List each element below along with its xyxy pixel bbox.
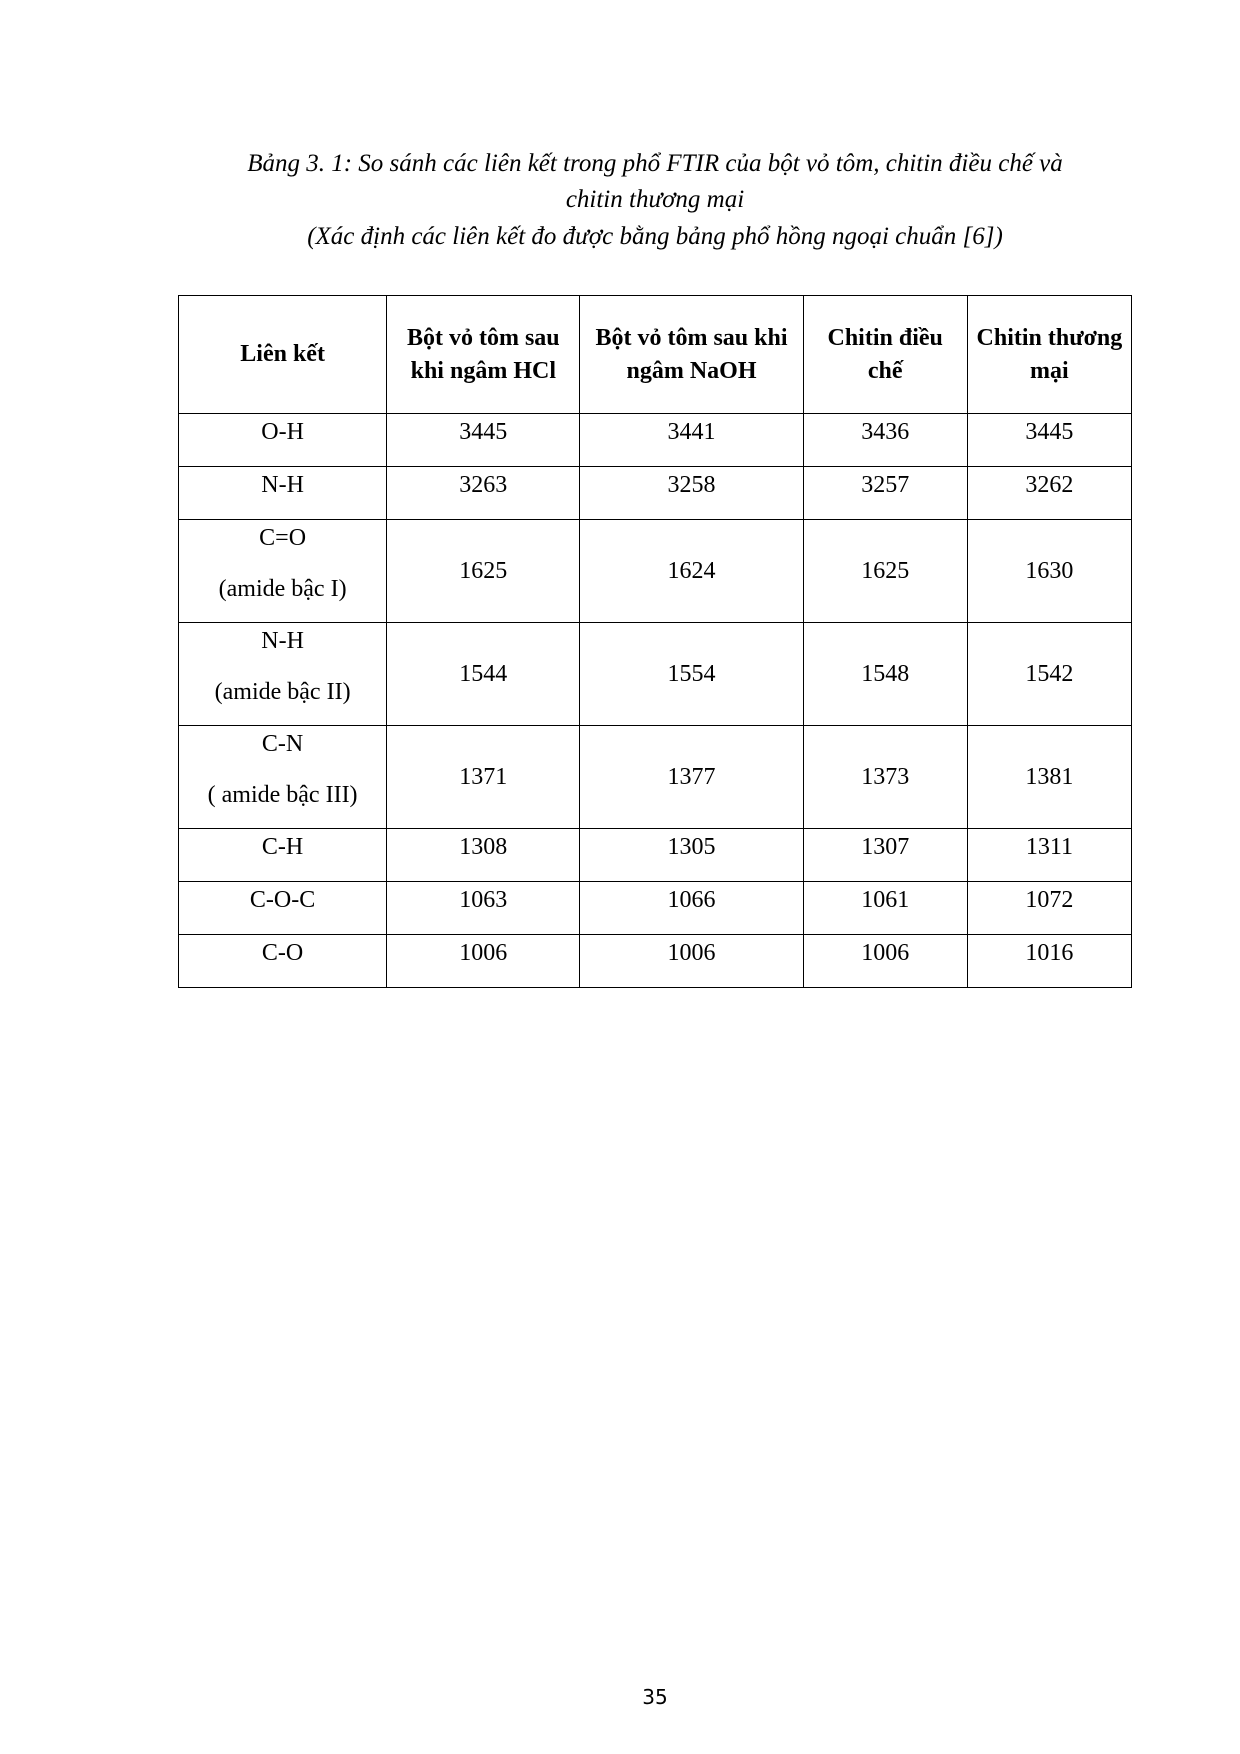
table-row — [179, 829, 1132, 882]
table-caption-line-1: Bảng 3. 1: So sánh các liên kết trong phổ FTIR của bột vỏ tôm, chitin điều chế và — [247, 150, 1063, 177]
value-cell: 3258 — [580, 467, 803, 520]
ftir-comparison-table — [178, 295, 1132, 988]
value-cell: 1381 — [967, 726, 1131, 829]
table-header-row — [179, 296, 1132, 414]
bond-sublabel: (amide bậc I) — [218, 576, 347, 602]
table-row — [179, 414, 1132, 467]
bond-label: C-O-C — [249, 887, 316, 913]
header-commercial-chitin: Chitin thương mại — [967, 296, 1131, 414]
value-cell: 1308 — [387, 829, 580, 882]
value-cell: 3436 — [803, 414, 967, 467]
bond-label: C-N — [261, 731, 304, 757]
value-cell: 1006 — [580, 935, 803, 988]
value-cell: 3445 — [967, 414, 1131, 467]
value-cell: 1548 — [803, 623, 967, 726]
header-prepared-chitin: Chitin điều chế — [803, 296, 967, 414]
page-number: 35 — [642, 1685, 668, 1709]
bond-cell — [179, 467, 387, 520]
bond-cell — [179, 935, 387, 988]
header-bond: Liên kết — [179, 296, 387, 414]
value-cell: 1373 — [803, 726, 967, 829]
value-cell: 1006 — [803, 935, 967, 988]
bond-label: C-O — [261, 940, 304, 966]
table-row — [179, 623, 1132, 726]
bond-label: O-H — [261, 419, 304, 445]
bond-cell — [179, 726, 387, 829]
bond-label: C-H — [261, 834, 304, 860]
bond-label: N-H — [261, 472, 304, 498]
header-naoh-powder: Bột vỏ tôm sau khi ngâm NaOH — [580, 296, 803, 414]
value-cell: 1542 — [967, 623, 1131, 726]
value-cell: 1307 — [803, 829, 967, 882]
value-cell: 1625 — [387, 520, 580, 623]
value-cell: 1066 — [580, 882, 803, 935]
value-cell: 1624 — [580, 520, 803, 623]
bond-sublabel: ( amide bậc III) — [207, 782, 358, 808]
bond-sublabel: (amide bậc II) — [214, 679, 351, 705]
value-cell: 1063 — [387, 882, 580, 935]
bond-label: N-H — [261, 628, 304, 654]
bond-cell — [179, 829, 387, 882]
table-row — [179, 467, 1132, 520]
value-cell: 1625 — [803, 520, 967, 623]
value-cell: 3262 — [967, 467, 1131, 520]
value-cell: 1305 — [580, 829, 803, 882]
value-cell: 1544 — [387, 623, 580, 726]
value-cell: 1311 — [967, 829, 1131, 882]
value-cell: 1630 — [967, 520, 1131, 623]
bond-cell — [179, 520, 387, 623]
value-cell: 1371 — [387, 726, 580, 829]
header-hcl-powder: Bột vỏ tôm sau khi ngâm HCl — [387, 296, 580, 414]
bond-label: C=O — [259, 525, 307, 551]
value-cell: 1006 — [387, 935, 580, 988]
value-cell: 3263 — [387, 467, 580, 520]
value-cell: 1016 — [967, 935, 1131, 988]
table-caption-line-3: (Xác định các liên kết đo được bằng bảng phổ hồng ngoại chuẩn [6]) — [307, 223, 1003, 250]
table-row — [179, 882, 1132, 935]
value-cell: 3441 — [580, 414, 803, 467]
bond-cell — [179, 882, 387, 935]
value-cell: 3257 — [803, 467, 967, 520]
value-cell: 1554 — [580, 623, 803, 726]
value-cell: 1072 — [967, 882, 1131, 935]
value-cell: 1061 — [803, 882, 967, 935]
value-cell: 1377 — [580, 726, 803, 829]
bond-cell — [179, 623, 387, 726]
table-row — [179, 520, 1132, 623]
value-cell: 3445 — [387, 414, 580, 467]
table-row — [179, 935, 1132, 988]
bond-cell — [179, 414, 387, 467]
table-caption-line-2: chitin thương mại — [565, 186, 745, 213]
table-row — [179, 726, 1132, 829]
